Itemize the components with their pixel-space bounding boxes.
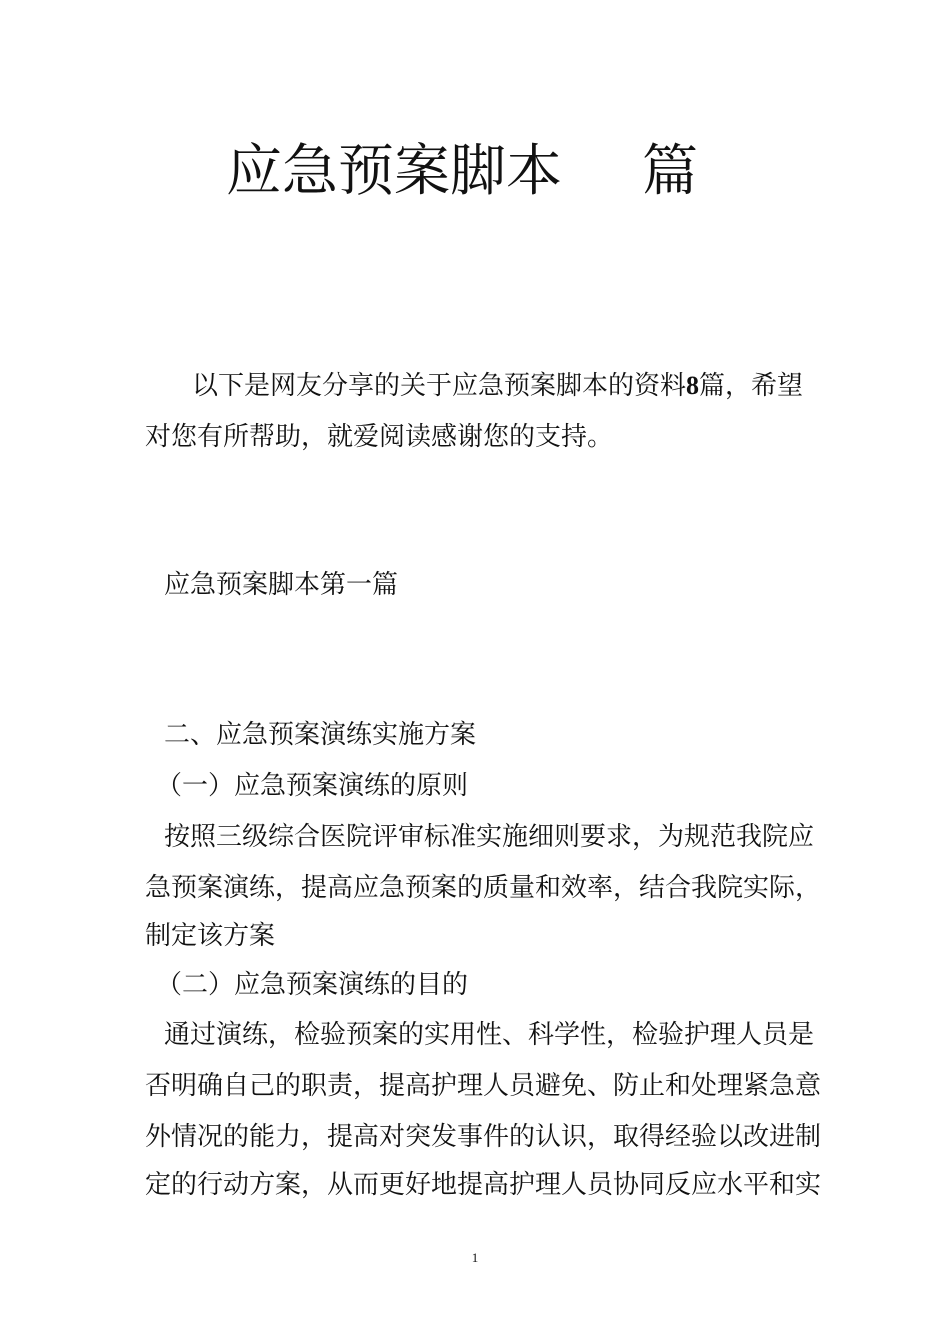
body-line: （一）应急预案演练的原则 [156,771,469,801]
intro-count: 8 [686,371,700,400]
body-line: 通过演练，检验预案的实用性、科学性，检验护理人员是 [164,1020,815,1050]
page-number: 1 [471,1250,479,1265]
body-line: 制定该方案 [145,921,276,951]
intro-line-2: 对您有所帮助，就爱阅读感谢您的支持。 [145,422,614,452]
body-line: （二）应急预案演练的目的 [156,970,469,1000]
body-line: 定的行动方案，从而更好地提高护理人员协同反应水平和实 [145,1170,822,1200]
intro-text-b: 篇，希望 [699,371,804,401]
body-line: 外情况的能力，提高对突发事件的认识，取得经验以改进制 [145,1122,822,1152]
body-line: 否明确自己的职责，提高护理人员避免、防止和处理紧急意 [145,1071,822,1101]
body-line: 按照三级综合医院评审标准实施细则要求，为规范我院应 [164,822,815,852]
body-line: 二、应急预案演练实施方案 [164,720,477,750]
title-main: 应急预案脚本 [226,139,562,204]
title-suffix: 篇 [642,139,698,204]
intro-line-1 [192,368,803,404]
document-title [226,132,698,212]
section-heading: 应急预案脚本第一篇 [164,570,399,600]
body-line: 急预案演练，提高应急预案的质量和效率，结合我院实际， [145,873,822,903]
intro-text-a: 以下是网友分享的关于应急预案脚本的资料 [192,371,687,401]
